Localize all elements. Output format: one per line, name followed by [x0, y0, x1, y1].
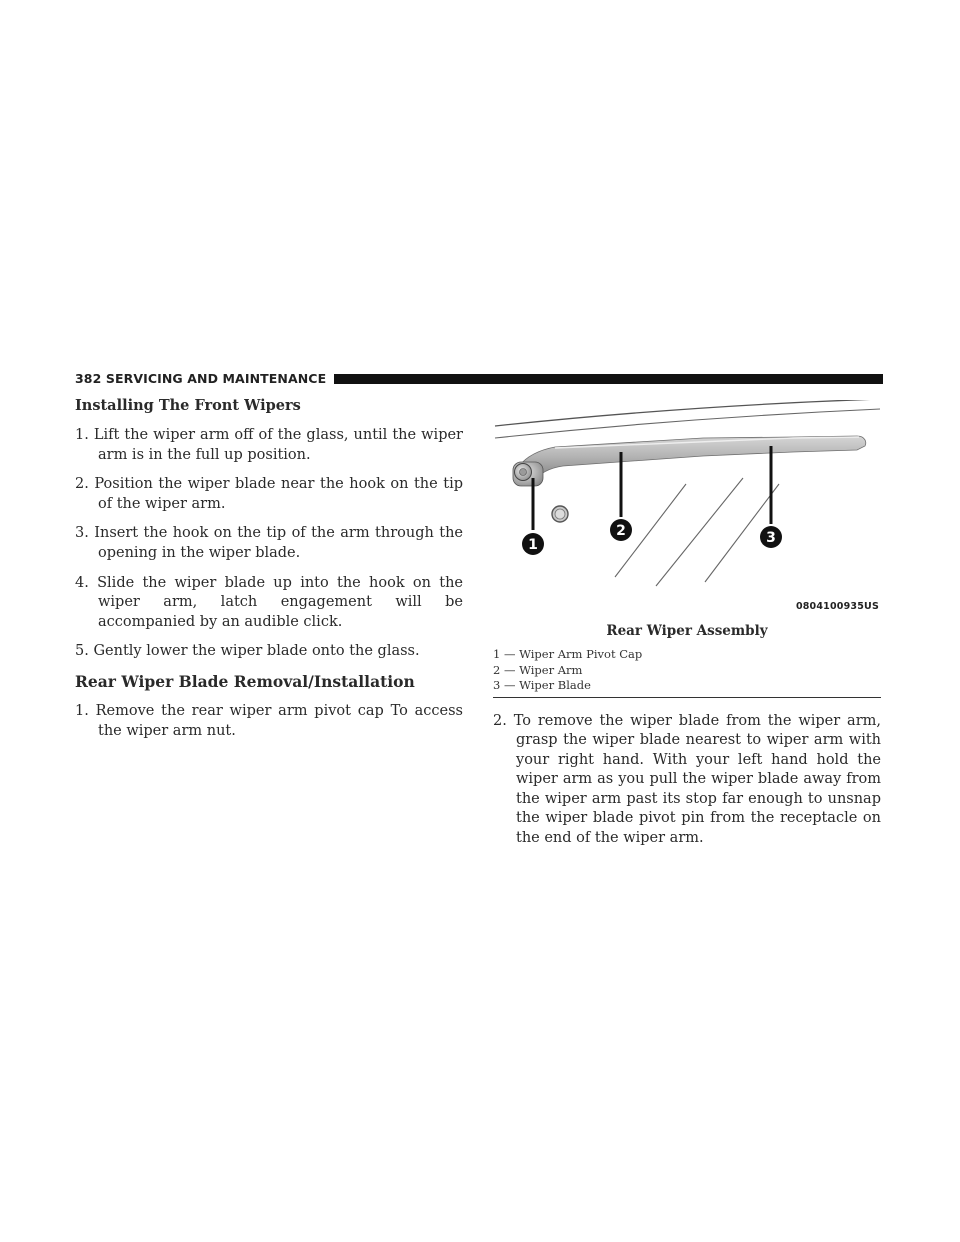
front-step-1: 1. Lift the wiper arm off of the glass, until the wiper arm is in the full up position. — [75, 427, 463, 463]
rear-wiper-illustration — [493, 400, 881, 615]
figure-code: 0804100935US — [795, 601, 879, 612]
legend-item-1: 1 — Wiper Arm Pivot Cap — [493, 647, 643, 661]
right-column — [493, 400, 881, 859]
page-header — [75, 370, 883, 386]
callout-badge-2 — [610, 519, 632, 541]
glass-edge-line — [495, 409, 880, 438]
wiper-washer-ring-inner — [555, 509, 565, 519]
rear-wiper-steps — [75, 702, 463, 741]
rear-wiper-figure — [493, 400, 881, 615]
front-wipers-heading: Installing The Front Wipers — [75, 397, 301, 414]
figure-legend — [493, 647, 881, 694]
front-wipers-steps — [75, 426, 463, 662]
front-step-4: 4. Slide the wiper blade up into the hook on the wiper arm, latch engagement will be accompanied by an audible click. — [75, 574, 463, 630]
header-bar — [334, 374, 883, 384]
rear-step-2: 2. To remove the wiper blade from the wiper arm, grasp the wiper blade nearest to wiper arm with your right hand. With your left hand hold the wiper arm as you pull the wiper blade away from the wiper arm past its stop far enough to unsnap the wiper blade pivot pin from the receptacle on the end of the wiper arm. — [493, 712, 881, 847]
legend-item-3: 3 — Wiper Blade — [493, 678, 591, 692]
figure-caption: Rear Wiper Assembly — [606, 623, 768, 639]
front-step-2: 2. Position the wiper blade near the hook on the tip of the wiper arm. — [75, 476, 463, 512]
callout-badge-3 — [760, 526, 782, 548]
legend-divider — [493, 697, 881, 698]
rear-step-1: 1. Remove the rear wiper arm pivot cap To access the wiper arm nut. — [75, 702, 463, 739]
callout-number-1: 1 — [528, 537, 538, 553]
left-column — [75, 396, 463, 751]
pivot-nut-shape — [520, 469, 527, 476]
page-header-text — [75, 371, 326, 386]
glass-reflection-line — [656, 478, 743, 586]
rear-wiper-heading: Rear Wiper Blade Removal/Installation — [75, 671, 415, 691]
front-step-3: 3. Insert the hook on the tip of the arm through the opening in the wiper blade. — [75, 525, 463, 561]
glass-edge-line — [495, 400, 880, 426]
callout-badge-1 — [522, 533, 544, 555]
page-number: 382 — [75, 370, 102, 386]
callout-number-2: 2 — [616, 523, 626, 539]
front-step-5: 5. Gently lower the wiper blade onto the glass. — [75, 643, 420, 660]
section-title: SERVICING AND MAINTENANCE — [105, 370, 327, 386]
callout-number-3: 3 — [766, 530, 776, 546]
rear-wiper-steps-continued — [493, 712, 881, 849]
legend-item-2: 2 — Wiper Arm — [493, 662, 583, 677]
